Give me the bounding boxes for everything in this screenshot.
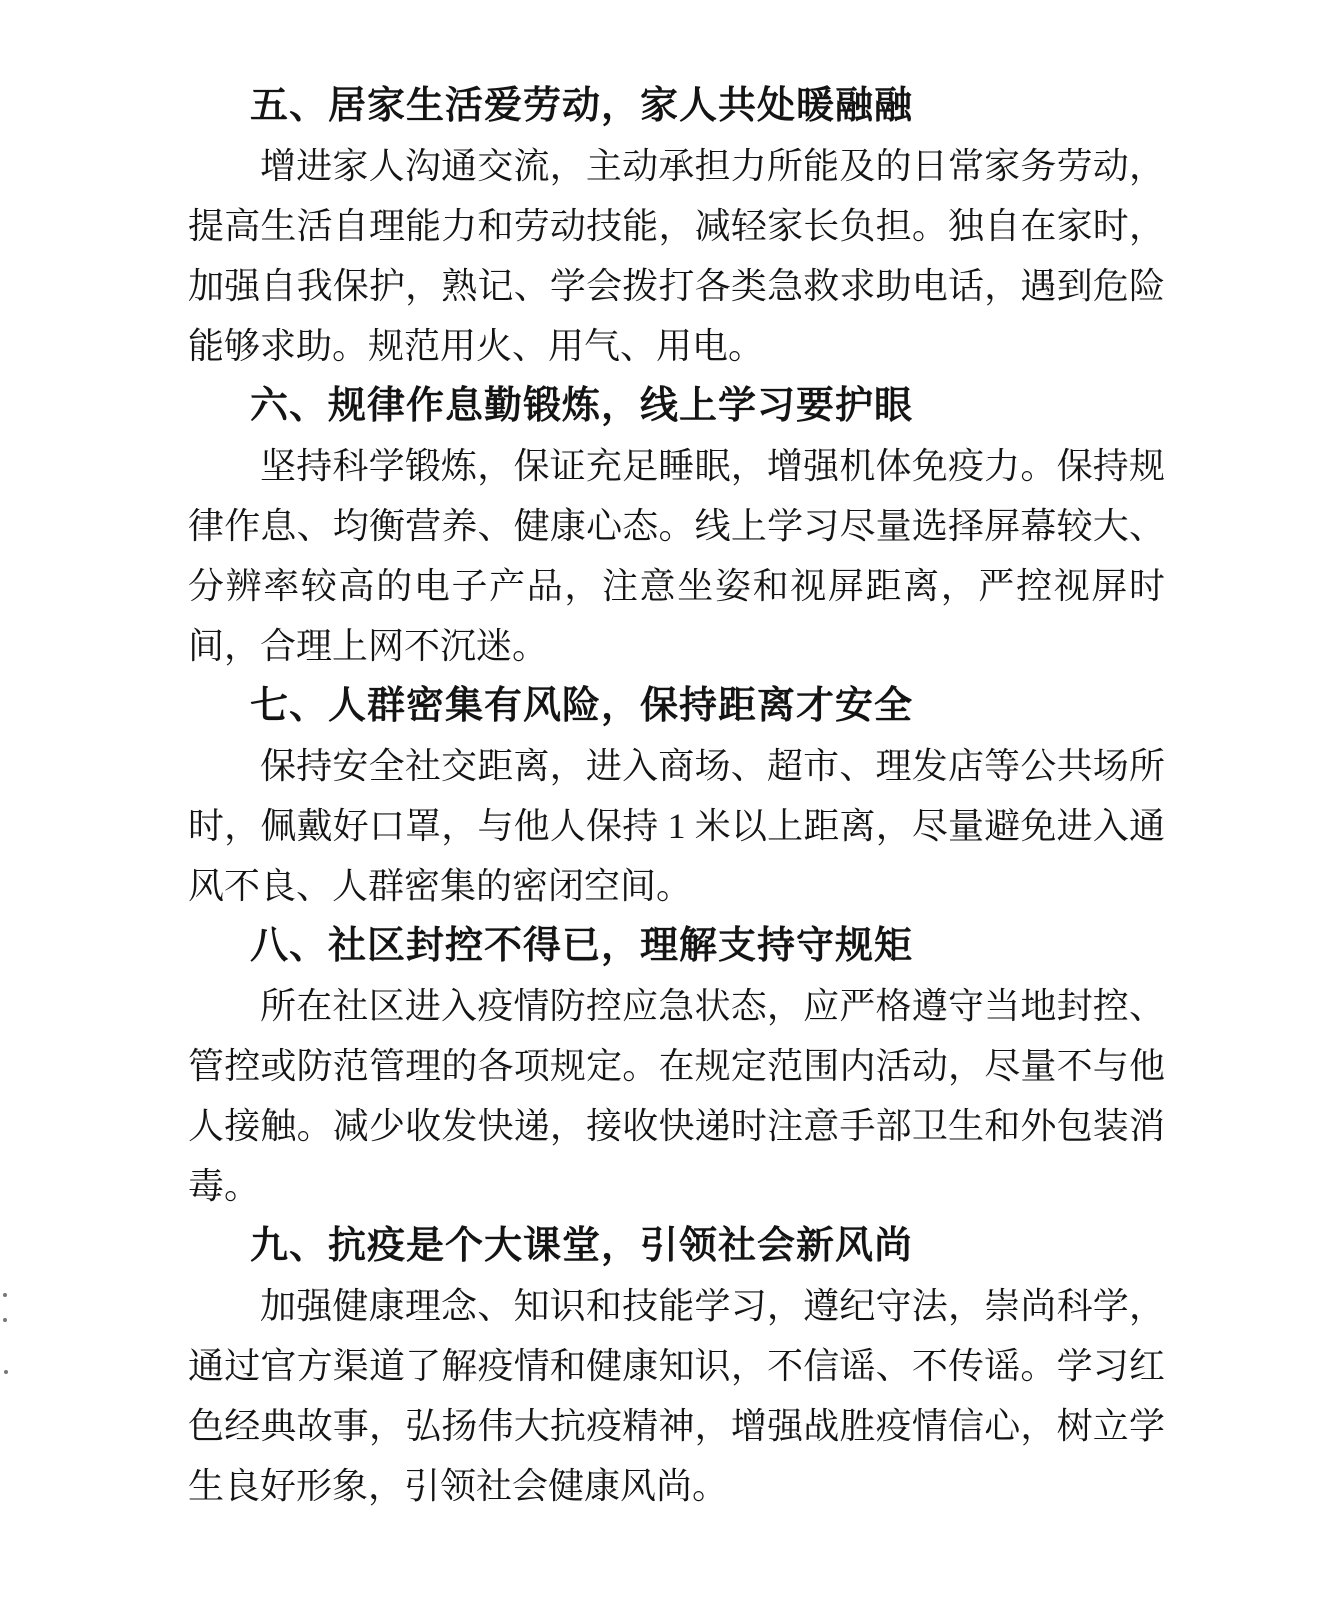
- section-9-heading: 九、抗疫是个大课堂，引领社会新风尚: [250, 1225, 914, 1267]
- scan-artifact-dot: [3, 1318, 7, 1322]
- section-5-heading: 五、居家生活爱劳动，家人共处暖融融: [250, 85, 914, 127]
- section-8-heading: 八、社区封控不得已，理解支持守规矩: [250, 925, 914, 967]
- section-7-heading: 七、人群密集有风险，保持距离才安全: [250, 685, 914, 727]
- section-6: [188, 376, 1165, 676]
- section-8: [188, 916, 1165, 1216]
- section-5: [188, 76, 1165, 376]
- section-7: [188, 676, 1165, 916]
- section-7-paragraph: 保持安全社交距离，进入商场、超市、理发店等公共场所时，佩戴好口罩，与他人保持 1 米以上距离，尽量避免进入通风不良、人群密集的密闭空间。: [188, 746, 1165, 906]
- scan-artifact-dot: [3, 1293, 7, 1297]
- scan-artifact-dot: [4, 1370, 8, 1374]
- section-8-paragraph: 所在社区进入疫情防控应急状态，应严格遵守当地封控、管控或防范管理的各项规定。在规定范围内活动，尽量不与他人接触。减少收发快递，接收快递时注意手部卫生和外包装消毒。: [188, 986, 1165, 1206]
- section-5-paragraph: 增进家人沟通交流，主动承担力所能及的日常家务劳动，提高生活自理能力和劳动技能，减轻家长负担。独自在家时，加强自我保护，熟记、学会拨打各类急救求助电话，遇到危险能够求助。规范用火、用气、用电。: [188, 146, 1165, 366]
- section-9: [188, 1216, 1165, 1516]
- section-9-paragraph: 加强健康理念、知识和技能学习，遵纪守法，崇尚科学，通过官方渠道了解疫情和健康知识，不信谣、不传谣。学习红色经典故事，弘扬伟大抗疫精神，增强战胜疫情信心，树立学生良好形象，引领社会健康风尚。: [188, 1286, 1165, 1506]
- section-6-heading: 六、规律作息勤锻炼，线上学习要护眼: [250, 385, 914, 427]
- section-6-paragraph: 坚持科学锻炼，保证充足睡眠，增强机体免疫力。保持规律作息、均衡营养、健康心态。线上学习尽量选择屏幕较大、分辨率较高的电子产品，注意坐姿和视屏距离，严控视屏时间，合理上网不沉迷。: [188, 446, 1165, 666]
